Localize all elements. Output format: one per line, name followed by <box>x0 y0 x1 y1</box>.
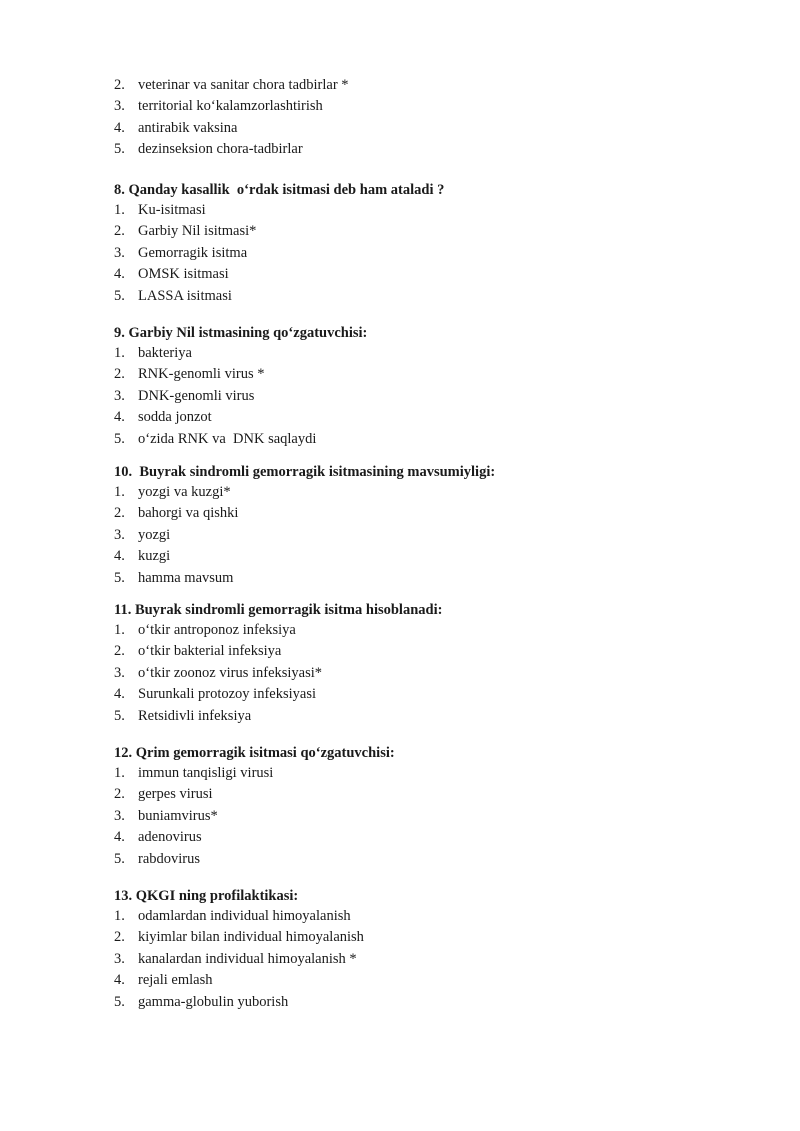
option-2: 2. oʻtkir bakterial infeksiya <box>114 643 282 660</box>
option-3: 3. Gemorragik isitma <box>114 244 248 261</box>
question-title: 13. QKGI ning profilaktikasi: <box>114 888 299 904</box>
option-3: 3. territorial koʻkalamzorlashtirish <box>114 98 323 115</box>
question-9 <box>114 323 734 450</box>
option-4: 4. rejali emlash <box>114 972 213 989</box>
option-1: 1. Ku-isitmasi <box>114 202 206 218</box>
option-1: 1. yozgi va kuzgi* <box>114 484 231 500</box>
option-3: 3. DNK-genomli virus <box>114 387 255 404</box>
option-5: 5. rabdovirus <box>114 850 201 867</box>
question-11 <box>114 600 734 727</box>
option-2: 2. Garbiy Nil isitmasi* <box>114 223 257 240</box>
question-title: 12. Qrim gemorragik isitmasi qoʻzgatuvchisi: <box>114 745 395 761</box>
option-1: 1. odamlardan individual himoyalanish <box>114 908 351 924</box>
option-5: 5. dezinseksion chora-tadbirlar <box>114 141 303 158</box>
option-3: 3. oʻtkir zoonoz virus infeksiyasi* <box>114 664 323 681</box>
question-12 <box>114 743 734 870</box>
question-10 <box>114 462 734 589</box>
option-3: 3. yozgi <box>114 526 171 543</box>
question-7-continued <box>114 75 734 161</box>
option-2: 2. veterinar va sanitar chora tadbirlar * <box>114 77 349 93</box>
question-title: 9. Garbiy Nil istmasining qoʻzgatuvchisi: <box>114 325 368 341</box>
option-2: 2. bahorgi va qishki <box>114 505 239 522</box>
question-title: 11. Buyrak sindromli gemorragik isitma hisoblanadi: <box>114 602 443 618</box>
option-4: 4. Surunkali protozoy infeksiyasi <box>114 686 317 703</box>
option-3: 3. buniamvirus* <box>114 807 218 824</box>
question-title: 10. Buyrak sindromli gemorragik isitmasining mavsumiyligi: <box>114 464 496 480</box>
option-1: 1. immun tanqisligi virusi <box>114 765 274 781</box>
option-4: 4. antirabik vaksina <box>114 119 238 136</box>
option-5: 5. oʻzida RNK va DNK saqlaydi <box>114 430 317 447</box>
question-8 <box>114 180 734 307</box>
question-13 <box>114 886 734 1013</box>
option-5: 5. hamma mavsum <box>114 569 234 586</box>
option-2: 2. RNK-genomli virus * <box>114 366 265 383</box>
option-5: 5. gamma-globulin yuborish <box>114 993 289 1010</box>
option-5: 5. Retsidivli infeksiya <box>114 707 252 724</box>
option-4: 4. kuzgi <box>114 548 171 565</box>
option-1: 1. bakteriya <box>114 345 192 361</box>
question-title: 8. Qanday kasallik oʻrdak isitmasi deb ham ataladi ? <box>114 182 445 198</box>
option-4: 4. sodda jonzot <box>114 409 212 426</box>
option-1: 1. oʻtkir antroponoz infeksiya <box>114 622 296 638</box>
option-3: 3. kanalardan individual himoyalanish * <box>114 950 357 967</box>
option-4: 4. adenovirus <box>114 829 202 846</box>
option-5: 5. LASSA isitmasi <box>114 287 232 304</box>
option-2: 2. kiyimlar bilan individual himoyalanish <box>114 929 364 946</box>
option-4: 4. OMSK isitmasi <box>114 266 229 283</box>
option-2: 2. gerpes virusi <box>114 786 213 803</box>
